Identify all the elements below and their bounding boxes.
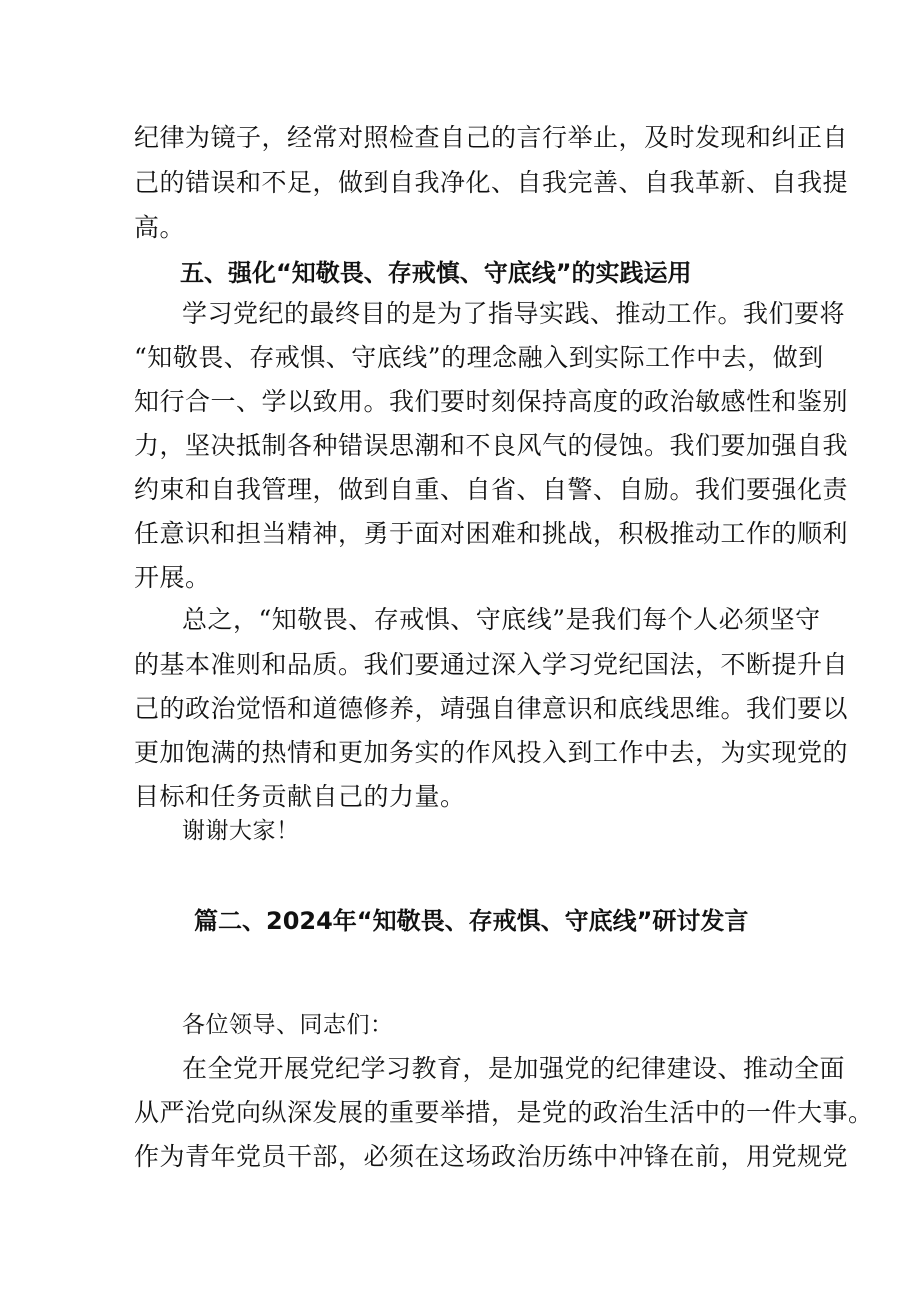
- body-text-line: “知敬畏、存戒惧、守底线”的理念融入到实际工作中去，做到: [134, 343, 824, 372]
- body-text-line: 的基本准则和品质。我们要通过深入学习党纪国法，不断提升自: [134, 650, 849, 679]
- body-text-line: 己的政治觉悟和道德修养，靖强自律意识和底线思维。我们要以: [134, 694, 849, 723]
- body-text-line: 力，坚决抵制各种错误思潮和不良风气的侵蚀。我们要加强自我: [134, 431, 849, 460]
- body-text-line: 纪律为镜子，经常对照检查自己的言行举止，及时发现和纠正自: [134, 123, 849, 152]
- body-text-line: 在全党开展党纪学习教育，是加强党的纪律建设、推动全面: [182, 1054, 846, 1083]
- body-text-line: 更加饱满的热情和更加务实的作风投入到工作中去，为实现党的: [134, 738, 849, 767]
- body-text-line: 从严治党向纵深发展的重要举措，是党的政治生活中的一件大事。: [134, 1098, 874, 1127]
- body-text-line: 高。: [134, 213, 186, 242]
- body-text-line: 作为青年党员干部，必须在这场政治历练中冲锋在前，用党规党: [134, 1142, 849, 1171]
- body-text-line: 知行合一、学以致用。我们要时刻保持高度的政治敏感性和鉴别: [134, 387, 849, 416]
- body-text-line: 目标和任务贡献自己的力量。: [134, 782, 466, 811]
- body-text-line: 开展。: [134, 563, 211, 592]
- article-title: 篇二、2024年“知敬畏、存戒惧、守底线”研讨发言: [194, 907, 749, 935]
- body-text-line: 约束和自我管理，做到自重、自省、自警、自励。我们要强化责: [134, 475, 849, 504]
- closing-thanks: 谢谢大家！: [182, 818, 300, 844]
- body-text-line: 学习党纪的最终目的是为了指导实践、推动工作。我们要将: [182, 299, 846, 328]
- greeting: 各位领导、同志们：: [182, 1012, 394, 1038]
- section-heading: 五、强化“知敬畏、存戒慎、守底线”的实践运用: [180, 259, 692, 287]
- body-text-line: 任意识和担当精神，勇于面对困难和挑战，积极推动工作的顺利: [134, 519, 849, 548]
- body-text-line: 总之，“知敬畏、存戒惧、守底线”是我们每个人必须坚守: [182, 605, 821, 634]
- body-text-line: 己的错误和不足，做到自我净化、自我完善、自我革新、自我提: [134, 168, 849, 197]
